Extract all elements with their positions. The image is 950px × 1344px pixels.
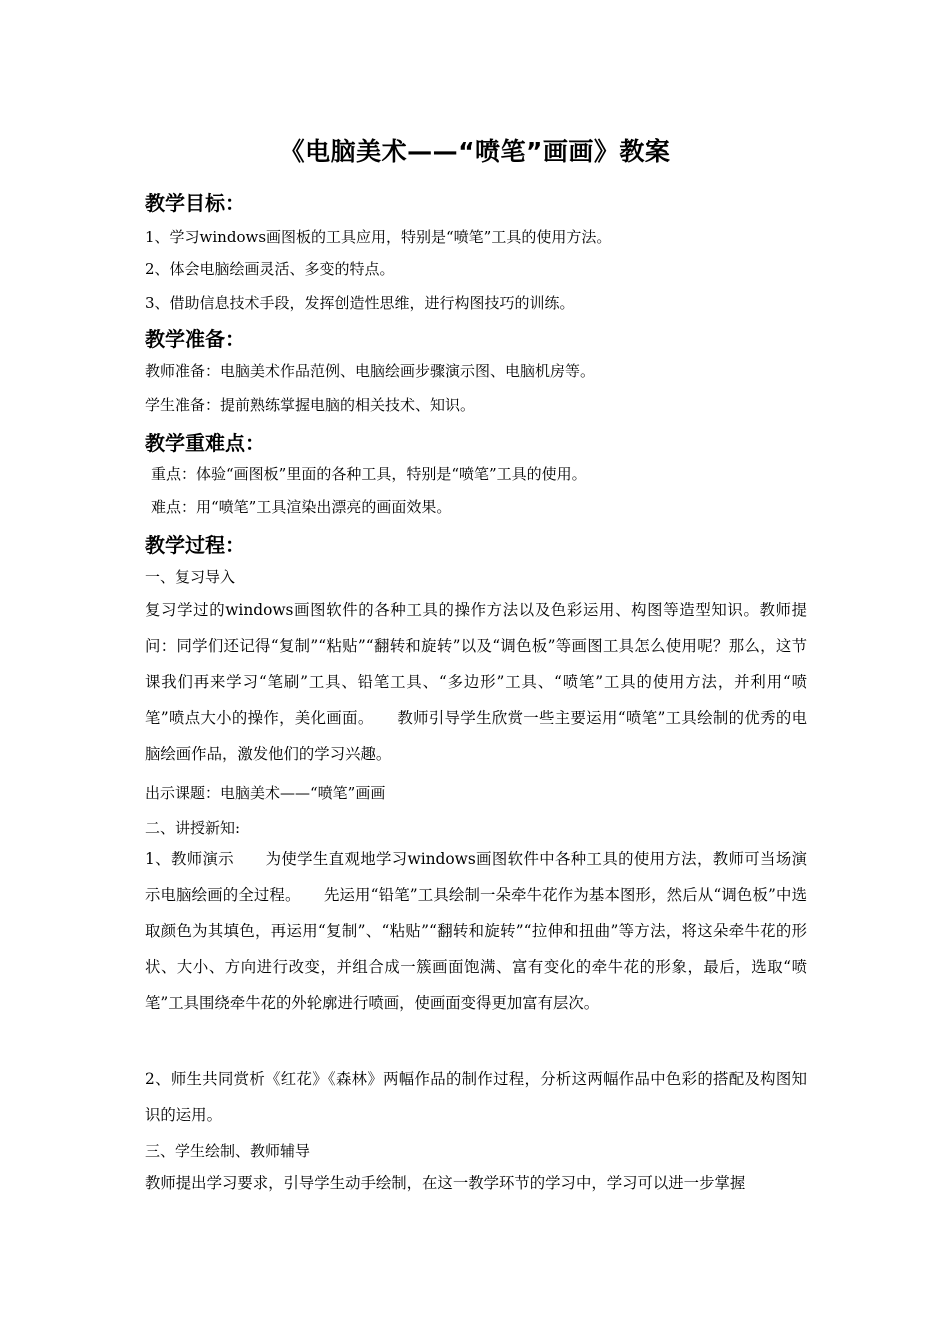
section-title: 一、复习导入: [145, 568, 236, 586]
process-heading: 教学过程：: [145, 533, 245, 557]
section-paragraph: 2、师生共同赏析《红花》《森林》两幅作品的制作过程，分析这两幅作品中色彩的搭配及构图知识的运用。: [145, 1070, 807, 1124]
key-point-item: 难点：用“喷笔”工具渲染出漂亮的画面效果。: [151, 498, 452, 516]
key-point-item: 重点：体验“画图板”里面的各种工具，特别是“喷笔”工具的使用。: [151, 465, 587, 483]
preparation-item: 学生准备：提前熟练掌握电脑的相关技术、知识。: [145, 396, 476, 414]
topic-line: 出示课题：电脑美术——“喷笔”画画: [145, 784, 386, 802]
key-points-heading: 教学重难点：: [145, 431, 265, 455]
section-title: 三、学生绘制、教师辅导: [145, 1142, 311, 1160]
objective-item: 3、借助信息技术手段，发挥创造性思维，进行构图技巧的训练。: [145, 294, 575, 312]
objectives-heading: 教学目标：: [145, 191, 245, 215]
section-paragraph: 教师提出学习要求，引导学生动手绘制，在这一教学环节的学习中，学习可以进一步掌握: [145, 1174, 746, 1192]
section-paragraph: 1、教师演示 为使学生直观地学习windows画图软件中各种工具的使用方法，教师可当场演示电脑绘画的全过程。 先运用“铅笔”工具绘制一朵牵牛花作为基本图形，然后从“调色板”中选取颜色为其填色，再运用“复制”、“粘贴”“翻转和旋转”“拉伸和扭曲”等方法，将这朵牵牛花的形状、大小、方向进行改变，并组合成一簇画面饱满、富有变化的牵牛花的形象，最后，选取“喷笔”工具围绕牵牛花的外轮廓进行喷画，使画面变得更加富有层次。: [145, 850, 807, 1012]
section-paragraph: 复习学过的windows画图软件的各种工具的操作方法以及色彩运用、构图等造型知识。教师提问：同学们还记得“复制”“粘贴”“翻转和旋转”以及“调色板”等画图工具怎么使用呢？那么，这节课我们再来学习“笔刷”工具、铅笔工具、“多边形”工具、“喷笔”工具的使用方法，并利用“喷笔”喷点大小的操作，美化画面。 教师引导学生欣赏一些主要运用“喷笔”工具绘制的优秀的电脑绘画作品，激发他们的学习兴趣。: [145, 601, 807, 763]
section-title: 二、讲授新知:: [145, 819, 241, 837]
objective-item: 1、学习windows画图板的工具应用，特别是“喷笔”工具的使用方法。: [145, 228, 612, 246]
preparation-heading: 教学准备：: [145, 327, 245, 351]
objective-item: 2、体会电脑绘画灵活、多变的特点。: [145, 260, 395, 278]
preparation-item: 教师准备：电脑美术作品范例、电脑绘画步骤演示图、电脑机房等。: [145, 362, 596, 380]
document-title: 《电脑美术——“喷笔”画画》教案: [279, 137, 671, 166]
